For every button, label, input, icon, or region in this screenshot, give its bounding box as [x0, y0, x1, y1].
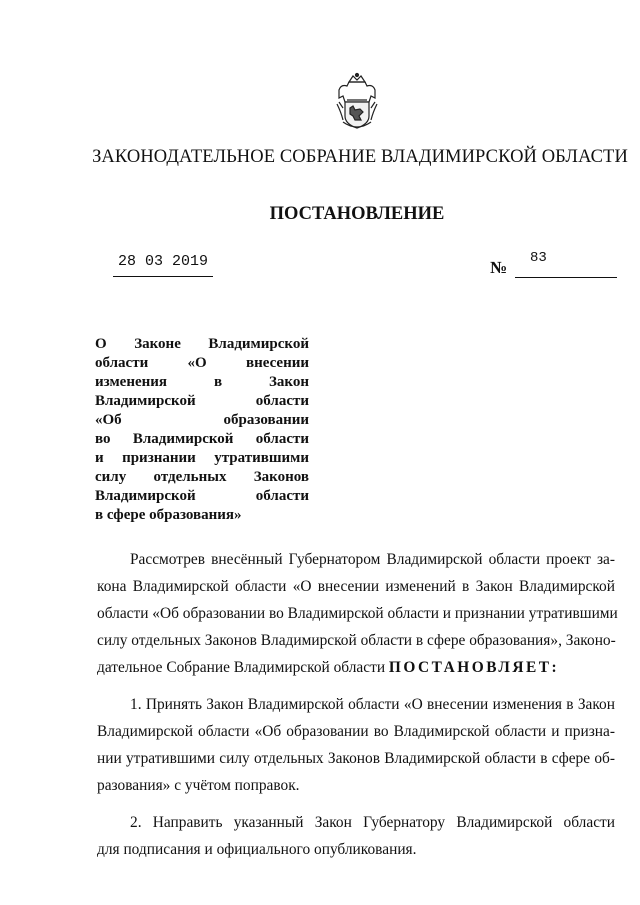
number-label: № — [490, 258, 508, 277]
item-2-line: 2. Направить указанный Закон Губернатору Владимирской области — [130, 814, 615, 831]
document-subject — [95, 335, 309, 525]
subject-line: Владимирской области — [95, 393, 309, 409]
document-date: 28 03 2019 — [117, 253, 208, 270]
subject-line: «Об образовании — [95, 412, 309, 428]
preamble-line: области «Об образовании во Владимирской области и признании утратившими — [97, 605, 618, 622]
item-2-line: для подписания и официального опубликования. — [97, 841, 417, 858]
item-1-line: нии утратившими силу отдельных Законов Владимирской области в сфере об- — [97, 750, 615, 767]
subject-line: во Владимирской области — [95, 431, 309, 447]
number-underline — [515, 277, 617, 278]
item-1-line: разования» с учётом поправок. — [97, 777, 300, 794]
document-number: 83 — [530, 250, 547, 266]
preamble-paragraph — [97, 546, 618, 681]
preamble-last-text: дательное Собрание Владимирской области — [97, 659, 389, 676]
date-underline — [113, 276, 213, 277]
subject-line: изменения в Закон — [95, 374, 309, 390]
item-1-line: 1. Принять Закон Владимирской области «О внесении изменения в Закон — [130, 696, 615, 713]
subject-line: области «О внесении — [95, 355, 309, 371]
decree-word: ПОСТАНОВЛЯЕТ: — [388, 659, 560, 676]
subject-line: О Законе Владимирской — [95, 336, 309, 352]
subject-line: и признании утратившими — [95, 450, 309, 466]
item-2-paragraph — [97, 809, 615, 863]
preamble-line: Рассмотрев внесённый Губернатором Владимирской области проект за- — [130, 551, 615, 568]
preamble-line: силу отдельных Законов Владимирской области в сфере образования», Законо- — [97, 632, 616, 649]
document-type: ПОСТАНОВЛЕНИЕ — [269, 204, 445, 224]
subject-line: силу отдельных Законов — [95, 469, 309, 485]
coat-of-arms-icon — [333, 72, 381, 132]
organization-title: ЗАКОНОДАТЕЛЬНОЕ СОБРАНИЕ ВЛАДИМИРСКОЙ ОБЛАСТИ — [92, 147, 628, 167]
document-body — [97, 546, 618, 863]
preamble-line — [97, 654, 615, 681]
item-1-paragraph — [97, 691, 615, 799]
subject-line: в сфере образования» — [95, 507, 242, 523]
item-1-line: Владимирской области «Об образовании во Владимирской области и призна- — [97, 723, 615, 740]
subject-line: Владимирской области — [95, 488, 309, 504]
preamble-line: кона Владимирской области «О внесении изменений в Закон Владимирской — [97, 578, 615, 595]
